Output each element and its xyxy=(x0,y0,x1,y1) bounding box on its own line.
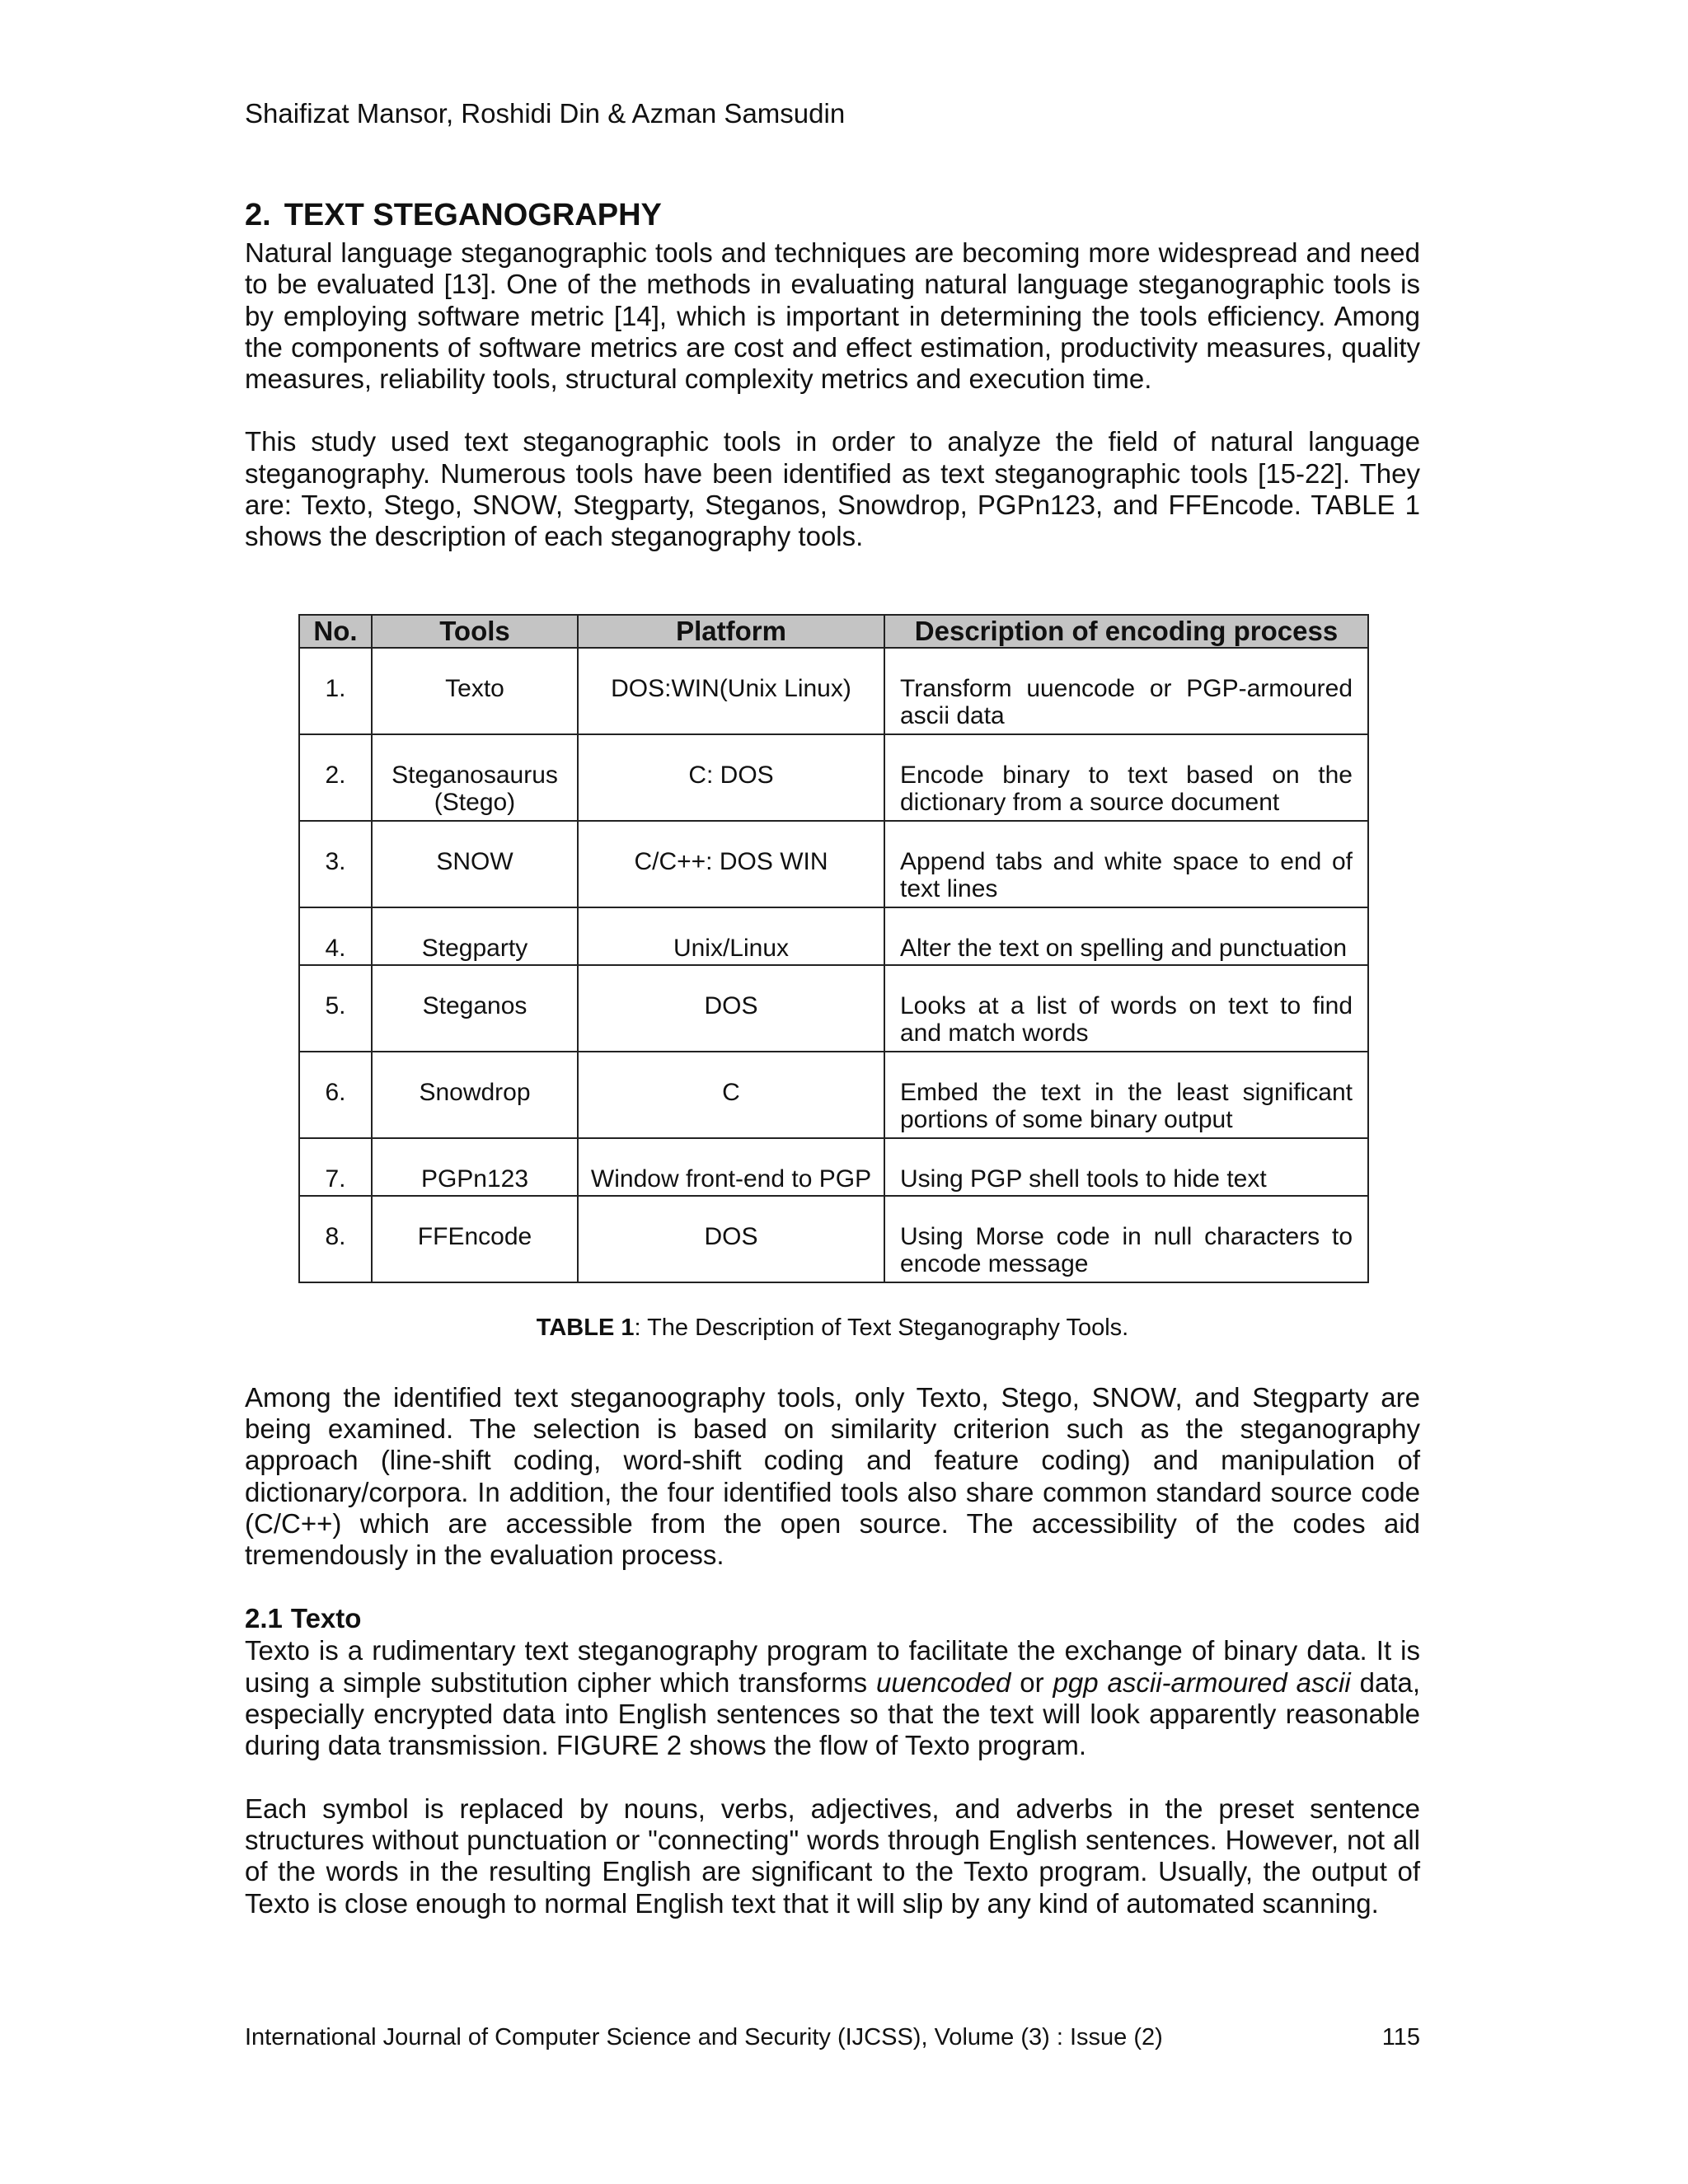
paragraph-3: Among the identified text steganoography tools, only Texto, Stego, SNOW, and Stegparty are being examined. The selection is based on similarity criterion such as the steganography approach (line-shift coding, word-shift coding and feature coding) and manipulation of dictionary/corpora. In addition, the four identified tools also share common standard source code (C/C++) which are accessible from the open source. The accessibility of the codes aid tremendously in the evaluation process. xyxy=(245,1381,1420,1571)
cell-no: 7. xyxy=(299,1138,372,1196)
cell-description: Alter the text on spelling and punctuation xyxy=(884,907,1368,965)
subsection-number: 2.1 xyxy=(245,1603,283,1634)
paragraph-5: Each symbol is replaced by nouns, verbs, adjectives, and adverbs in the preset sentence structures without punctuation or "connecting" words through English sentences. However, not all of the words in the resulting English are significant to the Texto program. Usually, the output of Texto is close enough to normal English text that it will slip by any kind of automated scanning. xyxy=(245,1793,1420,1919)
section-heading xyxy=(245,196,1420,234)
cell-tool: Texto xyxy=(372,648,578,734)
table-row xyxy=(299,821,1368,907)
paragraph-4 xyxy=(245,1635,1420,1761)
cell-tool: FFEncode xyxy=(372,1196,578,1282)
cell-no: 1. xyxy=(299,648,372,734)
main-content xyxy=(245,196,1420,1919)
table-container xyxy=(298,614,1367,1283)
footer-page-number: 115 xyxy=(1381,2024,1420,2050)
header-no: No. xyxy=(299,615,372,648)
cell-platform: C: DOS xyxy=(578,734,884,821)
cell-platform: C/C++: DOS WIN xyxy=(578,821,884,907)
cell-no: 4. xyxy=(299,907,372,965)
cell-description: Embed the text in the least significant portions of some binary output xyxy=(884,1052,1368,1138)
section-number: 2. xyxy=(245,198,271,232)
paragraph-4-text-b: or xyxy=(1010,1666,1053,1698)
table-row xyxy=(299,965,1368,1052)
cell-platform: Window front-end to PGP xyxy=(578,1138,884,1196)
cell-no: 5. xyxy=(299,965,372,1052)
section-title: TEXT STEGANOGRAPHY xyxy=(284,198,662,232)
paragraph-4-emphasis-1: uuencoded xyxy=(876,1666,1011,1698)
cell-description: Using PGP shell tools to hide text xyxy=(884,1138,1368,1196)
table-row xyxy=(299,648,1368,734)
cell-platform: DOS xyxy=(578,1196,884,1282)
cell-no: 8. xyxy=(299,1196,372,1282)
page-footer xyxy=(245,2022,1420,2052)
table-row xyxy=(299,907,1368,965)
table-row xyxy=(299,734,1368,821)
table-caption-label: TABLE 1 xyxy=(536,1314,635,1341)
cell-no: 3. xyxy=(299,821,372,907)
table-caption xyxy=(245,1313,1420,1343)
cell-tool: SNOW xyxy=(372,821,578,907)
cell-no: 2. xyxy=(299,734,372,821)
cell-description: Transform uuencode or PGP-armoured ascii data xyxy=(884,648,1368,734)
paragraph-4-text-a: Texto is a rudimentary text steganography program to facilitate the exchange of binary data. It is using a simple substitution cipher which transforms xyxy=(245,1635,1420,1698)
cell-description: Append tabs and white space to end of text lines xyxy=(884,821,1368,907)
cell-platform: Unix/Linux xyxy=(578,907,884,965)
cell-platform: DOS xyxy=(578,965,884,1052)
header-platform: Platform xyxy=(578,615,884,648)
cell-tool: Stegparty xyxy=(372,907,578,965)
subsection-heading xyxy=(245,1602,1420,1635)
cell-platform: DOS:WIN(Unix Linux) xyxy=(578,648,884,734)
cell-description: Encode binary to text based on the dictionary from a source document xyxy=(884,734,1368,821)
table-row xyxy=(299,1138,1368,1196)
table-header-row xyxy=(299,615,1368,648)
cell-description: Looks at a list of words on text to find and match words xyxy=(884,965,1368,1052)
cell-no: 6. xyxy=(299,1052,372,1138)
tools-table xyxy=(298,614,1369,1283)
running-head: Shaifizat Mansor, Roshidi Din & Azman Samsudin xyxy=(245,98,846,129)
cell-tool: Steganos xyxy=(372,965,578,1052)
table-caption-text: : The Description of Text Steganography Tools. xyxy=(634,1314,1129,1341)
header-description: Description of encoding process xyxy=(884,615,1368,648)
paragraph-2: This study used text steganographic tools in order to analyze the field of natural language steganography. Numerous tools have been identified as text steganographic tools [15-22]. They are: Texto, Stego, SNOW, Stegparty, Steganos, Snowdrop, PGPn123, and FFEncode. TABLE 1 shows the description of each steganography tools. xyxy=(245,426,1420,552)
cell-tool: PGPn123 xyxy=(372,1138,578,1196)
paragraph-1: Natural language steganographic tools and techniques are becoming more widespread and need to be evaluated [13]. One of the methods in evaluating natural language steganographic tools is by employing software metric [14], which is important in determining the tools efficiency. Among the components of software metrics are cost and effect estimation, productivity measures, quality measures, reliability tools, structural complexity metrics and execution time. xyxy=(245,237,1420,395)
paragraph-4-text-c: data, especially encrypted data into English sentences so that the text will look apparently reasonable during data transmission. FIGURE 2 shows the flow of Texto program. xyxy=(245,1666,1420,1761)
cell-description: Using Morse code in null characters to encode message xyxy=(884,1196,1368,1282)
header-tools: Tools xyxy=(372,615,578,648)
subsection-title: Texto xyxy=(290,1603,362,1634)
table-row xyxy=(299,1052,1368,1138)
cell-tool: Steganosaurus (Stego) xyxy=(372,734,578,821)
paragraph-4-emphasis-2: pgp ascii-armoured ascii xyxy=(1053,1666,1351,1698)
footer-journal: International Journal of Computer Science and Security (IJCSS), Volume (3) : Issue (2) xyxy=(245,2024,1163,2050)
cell-tool: Snowdrop xyxy=(372,1052,578,1138)
cell-platform: C xyxy=(578,1052,884,1138)
table-row xyxy=(299,1196,1368,1282)
